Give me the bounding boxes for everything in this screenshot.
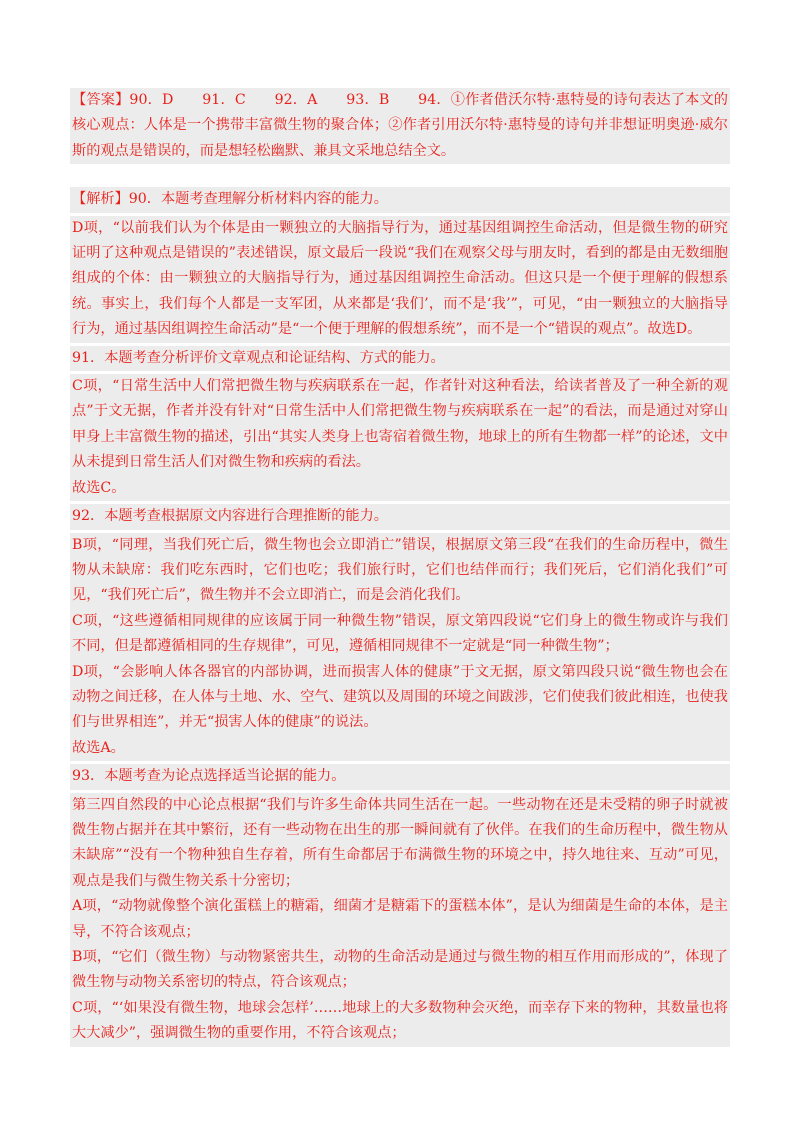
q92-explanation (70, 533, 730, 762)
q92-option-c: C项，“这些遵循相同规律的应该属于同一种微生物”错误，原文第四段说“它们身上的微生物或许与我们不同，但是都遵循相同的生存规律”，可见，遵循相同规律不一定就是“同一种微生物”； (72, 612, 728, 655)
q90-paragraph: D项，“以前我们认为个体是由一颗独立的大脑指导行为，通过基因组调控生命活动，但是微生物的研究证明了这种观点是错误的”表述错误，原文最后一段说“我们在观察父母与朋友时，看到的都是由无数细胞组成的个体：由一颗独立的大脑指导行为，通过基因组调控生命活动。但这只是一个便于理解的假想系统。事实上，我们每个人都是一支军团，从来都是‘我们’，而不是‘我’”，可见，“由一颗独立的大脑指导行为，通过基因组调控生命活动”是“一个便于理解的假想系统”，而不是一个“错误的观点”。故选D。 (72, 219, 728, 338)
q91-heading: 91．本题考查分析评价文章观点和论证结构、方式的能力。 (72, 349, 445, 366)
q92-option-b: B项，“同理，当我们死亡后，微生物也会立即消亡”错误，根据原文第三段“在我们的生命历程中，微生物从未缺席：我们吃东西时，它们也吃；我们旅行时，它们也结伴而行；我们死后，它们消化我们”可见，“我们死亡后”，微生物并不会立即消亡，而是会消化我们。 (72, 536, 728, 604)
answer-block (70, 88, 730, 164)
q90-explanation (70, 216, 730, 343)
q93-option-b: B项，“它们（微生物）与动物紧密共生，动物的生命活动是通过与微生物的相互作用而形成的”，体现了微生物与动物关系密切的特点，符合该观点； (72, 949, 728, 991)
q93-option-a: A项，“动物就像整个演化蛋糕上的糖霜，细菌才是糖霜下的蛋糕本体”，是认为细菌是生命的本体，是主导，不符合该观点； (72, 898, 728, 940)
analysis-heading-block (70, 187, 730, 212)
q92-heading: 92．本题考查根据原文内容进行合理推断的能力。 (72, 508, 388, 525)
q91-conclusion: 故选C。 (72, 479, 126, 496)
answer-text: 【答案】90．D 91．C 92．A 93．B 94．①作者借沃尔特·惠特曼的诗句表达了本文的核心观点：人体是一个携带丰富微生物的聚合体；②作者引用沃尔特·惠特曼的诗句并非想证明奥逊·威尔斯的观点是错误的，而是想轻松幽默、兼具文采地总结全文。 (72, 92, 728, 159)
document-content (70, 88, 730, 1050)
spacer (70, 167, 730, 187)
analysis-heading: 【解析】90．本题考查理解分析材料内容的能力。 (72, 191, 388, 208)
q93-thesis: 第三四自然段的中心论点根据“我们与许多生命体共同生活在一起。一些动物在还是未受精的卵子时就被微生物占据并在其中繁衍，还有一些动物在出生的那一瞬间就有了伙伴。在我们的生命历程中，微生物从未缺席”“没有一个物种独自生存着，所有生命都居于布满微生物的环境之中，持久地往来、互动”可见，观点是我们与微生物关系十分密切； (72, 796, 728, 889)
q92-heading-block (70, 504, 730, 529)
q93-heading-block (70, 764, 730, 789)
q91-paragraph: C项，“日常生活中人们常把微生物与疾病联系在一起，作者针对这种看法，给读者普及了一种全新的观点”于文无据，作者并没有针对“日常生活中人们常把微生物与疾病联系在一起”的看法，而是通过对穿山甲身上丰富微生物的描述，引出“其实人类身上也寄宿着微生物，地球上的所有生物都一样”的论述，文中从未提到日常生活人们对微生物和疾病的看法。 (72, 378, 728, 471)
q93-explanation (70, 793, 730, 1047)
q92-option-d: D项，“会影响人体各器官的内部协调，进而损害人体的健康”于文无据，原文第四段只说“微生物也会在动物之间迁移，在人体与土地、水、空气、建筑以及周围的环境之间跋涉，它们使我们彼此相连，也使我们与世界相连”，并无“损害人体的健康”的说法。 (72, 663, 728, 731)
q91-heading-block (70, 346, 730, 371)
q93-option-c: C项，“‘如果没有微生物，地球会怎样’……地球上的大多数物种会灭绝，而幸存下来的物种，其数量也将大大减少”，强调微生物的重要作用，不符合该观点； (72, 999, 728, 1042)
q91-explanation (70, 374, 730, 501)
q92-conclusion: 故选A。 (72, 739, 125, 756)
q93-heading: 93．本题考查为论点选择适当论据的能力。 (72, 768, 346, 785)
